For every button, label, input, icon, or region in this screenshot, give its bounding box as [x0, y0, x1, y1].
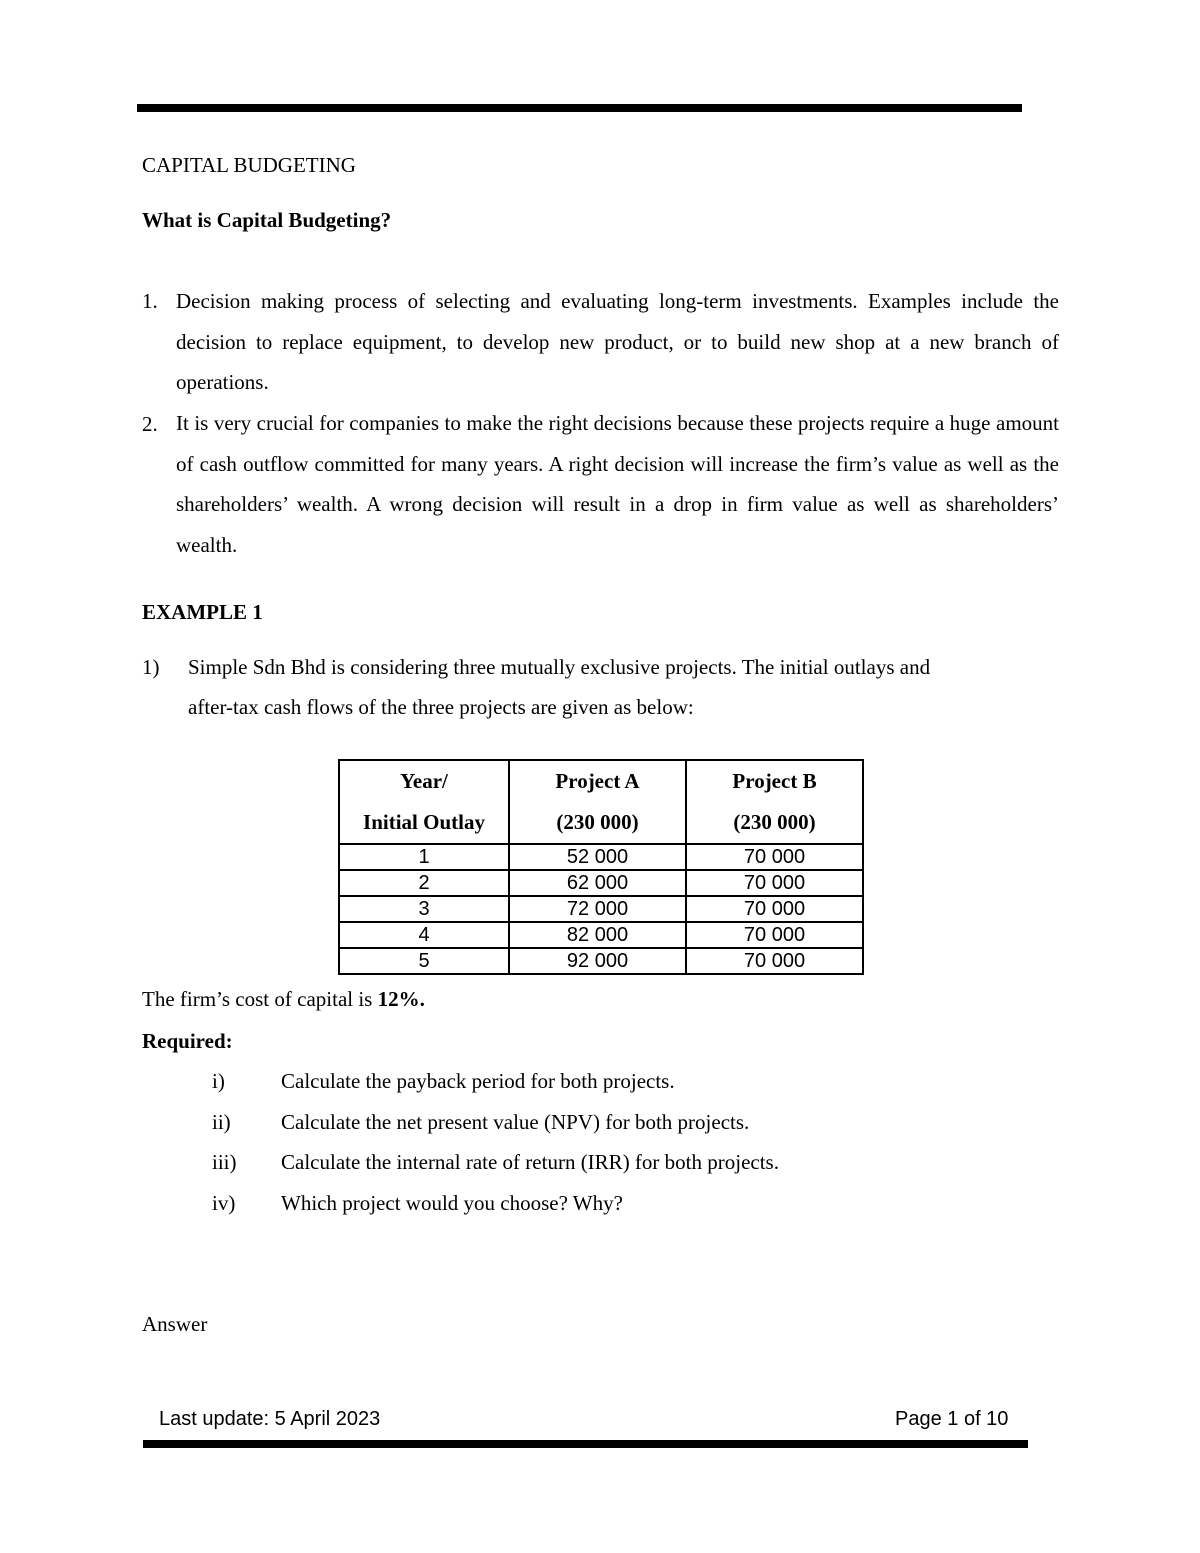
cell-year: 3 [339, 896, 509, 922]
table-row [339, 896, 863, 922]
cell-project-a: 72 000 [509, 896, 686, 922]
footer-last-update: Last update: 5 April 2023 [159, 1408, 381, 1430]
table-row [339, 948, 863, 974]
page-title: CAPITAL BUDGETING [142, 153, 356, 177]
required-item-number: iii) [212, 1150, 237, 1174]
cell-project-a: 92 000 [509, 948, 686, 974]
table-header-row [339, 760, 863, 844]
column-header-year: Year/ Initial Outlay [339, 760, 509, 844]
cell-project-b: 70 000 [686, 844, 863, 870]
cell-project-b: 70 000 [686, 896, 863, 922]
footer-page-number: Page 1 of 10 [895, 1408, 1009, 1430]
cell-year: 2 [339, 870, 509, 896]
list-item-number: 2. [142, 412, 158, 436]
cell-year: 4 [339, 922, 509, 948]
section-heading: What is Capital Budgeting? [142, 208, 392, 232]
cost-of-capital-text: The firm’s cost of capital is [142, 987, 378, 1011]
cell-year: 5 [339, 948, 509, 974]
cash-flow-table [338, 759, 864, 975]
cell-project-a: 62 000 [509, 870, 686, 896]
footer-rule [143, 1440, 1028, 1448]
cell-year: 1 [339, 844, 509, 870]
cost-of-capital-value: 12%. [377, 987, 425, 1011]
answer-label: Answer [142, 1312, 208, 1336]
cell-project-a: 82 000 [509, 922, 686, 948]
column-header-project-b: Project B (230 000) [686, 760, 863, 844]
cell-project-a: 52 000 [509, 844, 686, 870]
cell-project-b: 70 000 [686, 948, 863, 974]
required-item-text: Calculate the net present value (NPV) for both projects. [281, 1110, 750, 1134]
question-text-line1: Simple Sdn Bhd is considering three mutually exclusive projects. The initial outlays and [188, 655, 931, 679]
list-item-text: Decision making process of selecting and evaluating long-term investments. Examples include the decision to replace equipment, to develop new product, or to build new shop at a new branch of operations. [176, 289, 1059, 395]
header-rule [137, 104, 1022, 112]
required-label: Required: [142, 1029, 233, 1053]
question-number: 1) [142, 655, 160, 679]
column-header-project-a: Project A (230 000) [509, 760, 686, 844]
list-item-number: 1. [142, 289, 158, 313]
table-row [339, 870, 863, 896]
cost-of-capital [142, 987, 425, 1012]
cell-project-b: 70 000 [686, 922, 863, 948]
required-item-number: iv) [212, 1191, 236, 1215]
required-item-text: Calculate the payback period for both projects. [281, 1069, 675, 1093]
required-item-number: i) [212, 1069, 225, 1093]
required-item-text: Calculate the internal rate of return (IRR) for both projects. [281, 1150, 779, 1174]
table-row [339, 922, 863, 948]
required-item-number: ii) [212, 1110, 231, 1134]
question-text-line2: after-tax cash flows of the three projects are given as below: [188, 695, 694, 719]
table-row [339, 844, 863, 870]
list-item-text: It is very crucial for companies to make the right decisions because these projects require a huge amount of cash outflow committed for many years. A right decision will increase the firm’s value as well as the shareholders’ wealth. A wrong decision will result in a drop in firm value as well as shareholders’ wealth. [176, 411, 1059, 558]
cell-project-b: 70 000 [686, 870, 863, 896]
required-item-text: Which project would you choose? Why? [281, 1191, 623, 1215]
example-heading: EXAMPLE 1 [142, 600, 263, 624]
